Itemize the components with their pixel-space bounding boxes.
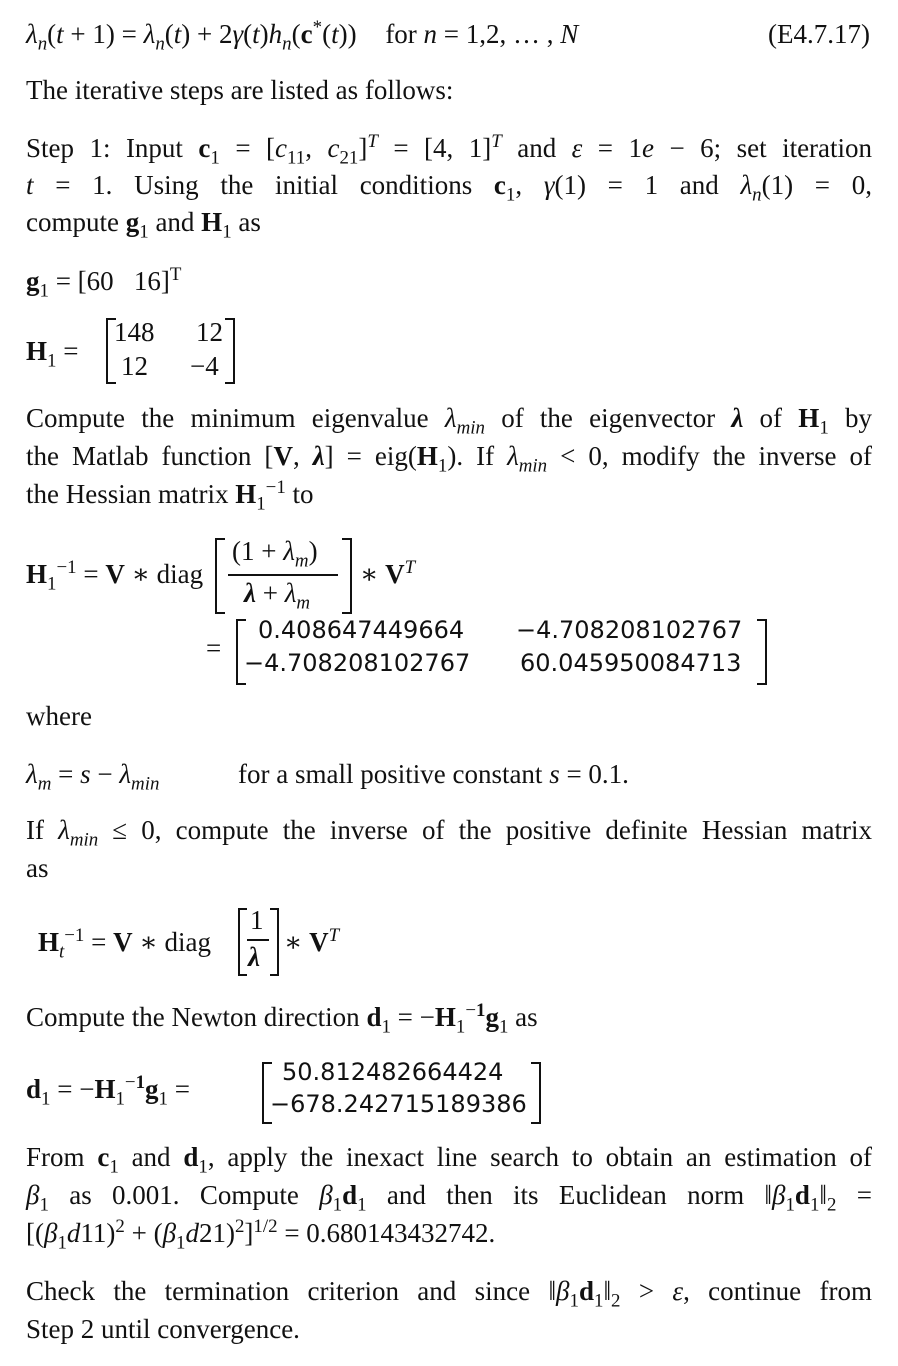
H1-cell: 12 [196, 317, 223, 347]
equals-sign: = [206, 633, 222, 663]
H1-inverse-cell: −4.708208102767 [244, 649, 471, 677]
if-line2: as [26, 853, 49, 883]
fraction-bar [228, 574, 338, 576]
if-line1: If $\lambda_{min} \le 0$, compute the inverse of the positive definite Hessian matrix [26, 815, 873, 851]
line-search-line3: $[(\beta_1d11)^2 + (\beta_1d21)^2]^{1/2} = 0.680143432742$. [26, 1216, 496, 1254]
eigen-line2: the Matlab function [V, $\lambda] = eig(H_1)$. If $\lambda_{min} < 0$, modify the inverse of [26, 441, 873, 477]
H1-right-bracket [225, 318, 235, 384]
d1-value: −678.242715189386 [270, 1090, 527, 1118]
H1-inverse-cell: 0.408647449664 [258, 616, 465, 644]
Ht-inverse-lhs: $H_t^{-1} = V$ ∗ diag [38, 925, 211, 963]
H1-cell: 12 [121, 351, 148, 381]
where-text: where [26, 701, 92, 731]
d1-right-bracket [531, 1062, 541, 1124]
Ht-diag-right-bracket [270, 908, 279, 976]
H1-inverse-right-bracket [757, 619, 767, 685]
H1-inverse-cell: −4.708208102767 [516, 616, 743, 644]
termination-line2: Step 2 until convergence. [26, 1314, 300, 1344]
equation-label: (E4.7.17) [768, 19, 870, 49]
H1-lhs: $H_1$ = [26, 336, 79, 372]
diag-numerator: $(1 + \lambda_m)$ [232, 536, 318, 572]
equation-condition: for n = 1,2, … , N [385, 19, 579, 49]
equation-e4717 [26, 17, 579, 55]
line-search-line1: From $c_1$ and $d_1$, apply the inexact line search to obtain an estimation of [26, 1142, 873, 1178]
H1-cell: 148 [114, 317, 155, 347]
step1-line1: Step 1: Input $c_1 = [c_{11}$, $c_{21}]^T = [4$, 1]$^T$ and ε = 1e − 6; set iteration [26, 131, 873, 169]
d1-value: 50.812482664424 [282, 1058, 504, 1086]
g1-value: 16 [133, 266, 161, 296]
g1-value: 60 [86, 266, 114, 296]
diag-denominator: $\lambda + \lambda_m$ [244, 578, 311, 614]
equation-formula: $\lambda_n(t + 1) = \lambda_n(t) + 2\gamma(t)h_n(c^*(t))$ [26, 17, 357, 55]
intro-text: The iterative steps are listed as follows: [26, 75, 454, 105]
eigen-line3: the Hessian matrix $H_1^{-1}$ to [26, 477, 314, 515]
line-search-line2: $\beta_1$ as 0.001. Compute $\beta_1d_1$ and then its Euclidean norm $‖\beta_1d_1‖_2$ = [26, 1180, 873, 1216]
termination-line1: Check the termination criterion and since $‖\beta_1d_1‖_2 > \varepsilon$, continue from [26, 1276, 872, 1312]
step1-line2: t = 1. Using the initial conditions $c_1$, γ(1) = 1 and $\lambda_n(1) = 0$, [26, 170, 872, 206]
H1-inverse-cell: 60.045950084713 [520, 649, 742, 677]
Ht-diag-left-bracket [238, 908, 247, 976]
lambda-m-text: for a small positive constant s = 0.1. [238, 759, 629, 789]
d1-lhs: $d_1 = -H_1^{-1}g_1$ = [26, 1072, 190, 1110]
diag-left-bracket [215, 538, 225, 614]
Ht-inverse-rhs: ∗ $V^T$ [284, 925, 340, 957]
eigen-line1: Compute the minimum eigenvalue $\lambda_{min}$ of the eigenvector λ of $H_1$ by [26, 403, 873, 439]
H1-inverse-lhs: $H_1^{-1} = V$ ∗ diag [26, 557, 204, 595]
diag-right-bracket [342, 538, 352, 614]
Ht-diag-denominator: λ [248, 942, 260, 972]
g1-vector: $g_1 = [60$ 16]$^T$ [26, 264, 182, 302]
step1-line3: compute $g_1$ and $H_1$ as [26, 207, 261, 243]
lambda-m-formula: $\lambda_m = s - \lambda_{min}$ [26, 759, 160, 795]
newton-text: Compute the Newton direction $d_1 = -H_1^{-1}g_1$ as [26, 1000, 538, 1038]
Ht-diag-numerator: 1 [250, 905, 264, 935]
H1-inverse-rhs: ∗ $V^T$ [360, 557, 416, 589]
H1-cell: −4 [190, 351, 219, 381]
